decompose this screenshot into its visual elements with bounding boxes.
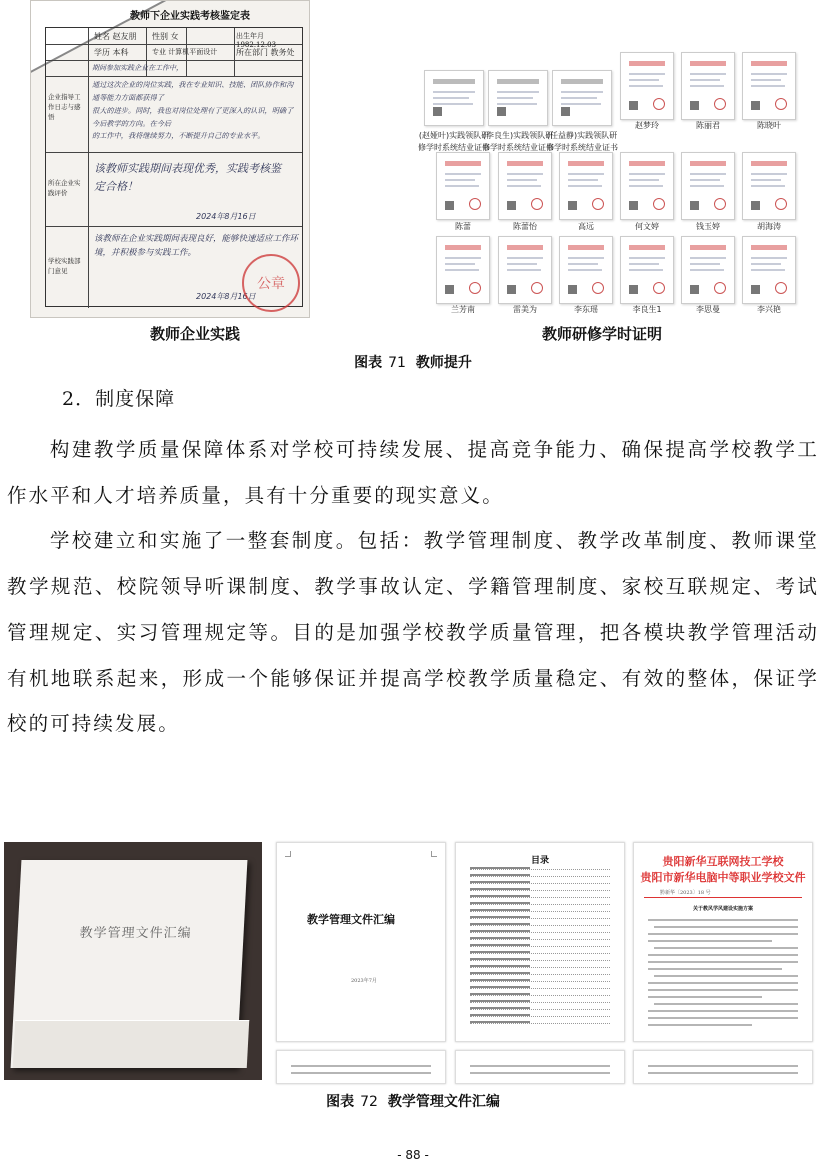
subcaption-enterprise-practice: 教师企业实践 <box>150 325 241 343</box>
caption-number: 71 <box>388 355 406 371</box>
certificate-thumb <box>620 152 674 220</box>
certificate-thumb <box>559 236 613 304</box>
caption-title: 教师提升 <box>415 355 472 371</box>
section-label-enterprise: 所在企业实践评价 <box>48 179 81 197</box>
form-table <box>45 27 303 307</box>
certificate-label: 陈蕾 <box>455 222 471 231</box>
partial-page <box>633 1050 813 1084</box>
caption-number: 72 <box>360 1094 378 1110</box>
certificate-grid <box>418 58 802 320</box>
certificate-thumb <box>498 236 552 304</box>
form-title: 教师下企业实践考核鉴定表 <box>130 11 250 22</box>
document-compilation-book-photo <box>4 842 262 1080</box>
certificate-label: 钱玉婷 <box>696 222 720 231</box>
certificate-thumb <box>681 236 735 304</box>
book-title: 教学管理文件汇编 <box>79 926 193 941</box>
title-page <box>276 842 446 1042</box>
official-document-page <box>633 842 813 1042</box>
certificate-thumb <box>488 70 548 126</box>
partial-page <box>455 1050 625 1084</box>
certificate-label: 何文婷 <box>635 222 659 231</box>
document-subtitle: 关于教风学风建设实施方案 <box>692 906 753 912</box>
toc-page <box>455 842 625 1042</box>
document-issuer-line-1: 贵阳新华互联网技工学校 <box>662 855 784 868</box>
certificate-label: 陈晓叶 <box>757 121 781 130</box>
form-row-name: 姓名 赵友朋 <box>94 32 137 41</box>
title-page-heading: 教学管理文件汇编 <box>307 913 395 926</box>
certificate-label: 李兴艳 <box>757 305 781 314</box>
caption-prefix: 图表 <box>354 355 383 371</box>
handwriting-enterprise: 该教师实践期间表现优秀，实践考核鉴定合格！ <box>94 162 281 193</box>
handwriting-line-1: 通过这次企业的岗位实践，我在专业知识、技能、团队协作和沟通等能力方面都获得了 <box>92 80 294 102</box>
handwriting-line-3: 的工作中，我将继续努力，不断提升自己的专业水平。 <box>92 131 265 140</box>
certificate-thumb <box>681 52 735 120</box>
section-heading: 2．制度保障 <box>62 388 176 410</box>
toc-title: 目录 <box>530 856 549 866</box>
document-number: 黔新华〔2023〕18 号 <box>660 890 711 896</box>
section-body <box>7 427 819 747</box>
subcaption-training-hours: 教师研修学时证明 <box>542 325 663 343</box>
form-row-major: 专业 计算机平面设计 <box>152 48 218 56</box>
certificate-label: 高远 <box>578 222 594 231</box>
book-pages-edge <box>13 1020 250 1068</box>
certificate-label: 雷美为 <box>513 305 537 314</box>
certificate-label: 陈蕾怡 <box>513 222 537 231</box>
certificate-thumb <box>742 236 796 304</box>
certificate-thumb <box>620 52 674 120</box>
certificate-label: 李良生1 <box>632 305 662 314</box>
certificate-thumb <box>552 70 612 126</box>
certificate-thumb <box>559 152 613 220</box>
caption-prefix: 图表 <box>326 1094 355 1110</box>
certificate-label: 李思曼 <box>696 305 720 314</box>
certificate-thumb <box>742 152 796 220</box>
document-issuer-line-2: 贵阳市新华电脑中等职业学校文件 <box>640 871 806 884</box>
paragraph-2: 学校建立和实施了一整套制度。包括：教学管理制度、教学改革制度、教师课堂教学规范、校院领导听课制度、教学事故认定、学籍管理制度、家校互联规定、考试管理规定、实习管理规定等。目的是加强学校教学质量管理，把各模块教学管理活动有机地联系起来，形成一个能够保证并提高学校教学质量稳定、有效的整体，保证学校的可持续发展。 <box>7 529 819 736</box>
official-stamp: 公章 <box>242 254 300 312</box>
certificate-label: 陈丽君 <box>696 121 720 130</box>
certificate-label: (李良生)实践领队研修学时系统结业证书 <box>482 131 554 152</box>
certificate-label: (任益静)实践领队研修学时系统结业证书 <box>546 131 618 152</box>
handwriting-line-0: 期间参加实践企业在工作中， <box>92 64 183 72</box>
teacher-practice-form-photo <box>30 0 310 318</box>
certificate-label: 赵梦玲 <box>635 121 659 130</box>
date-enterprise: 2024年8月16日 <box>196 212 256 221</box>
handwriting-line-2: 很大的进步。同时，我也对岗位处理有了更深入的认识，明确了今后教学的方向。在今后 <box>92 106 294 128</box>
partial-page <box>276 1050 446 1084</box>
certificate-thumb <box>498 152 552 220</box>
date-school: 2024年8月16日 <box>196 292 256 301</box>
figure-72-caption <box>0 1091 826 1111</box>
certificate-label: 兰芳南 <box>451 305 475 314</box>
certificate-label: 胡海涛 <box>757 222 781 231</box>
certificate-thumb <box>742 52 796 120</box>
form-row-gender: 性别 女 <box>152 32 179 41</box>
page-number: - 88 - <box>397 1148 429 1162</box>
section-label-log: 企业指导工作日志与感悟 <box>48 93 81 121</box>
handwriting-school: 该教师在企业实践期间表现良好，能够快速适应工作环境，并积极参与实践工作。 <box>94 234 299 258</box>
certificate-thumb <box>436 152 490 220</box>
figure-71-caption <box>0 352 826 372</box>
certificate-thumb <box>620 236 674 304</box>
caption-title: 教学管理文件汇编 <box>387 1094 500 1110</box>
paragraph-1: 构建教学质量保障体系对学校可持续发展、提高竞争能力、确保提高学校教学工作水平和人才培养质量，具有十分重要的现实意义。 <box>7 438 819 507</box>
section-label-school: 学校实践部门意见 <box>48 257 81 275</box>
certificate-label: (赵娅叶)实践领队研修学时系统结业证书 <box>418 131 490 152</box>
form-row-birth: 出生年月 1982.12.03 <box>236 32 277 49</box>
certificate-thumb <box>681 152 735 220</box>
form-row-department: 所在部门 教务处 <box>236 48 295 57</box>
certificate-label: 李东瑶 <box>574 305 598 314</box>
certificate-thumb <box>436 236 490 304</box>
title-page-date: 2023年7月 <box>351 978 377 984</box>
certificate-thumb <box>424 70 484 126</box>
form-row-education: 学历 本科 <box>94 48 129 57</box>
